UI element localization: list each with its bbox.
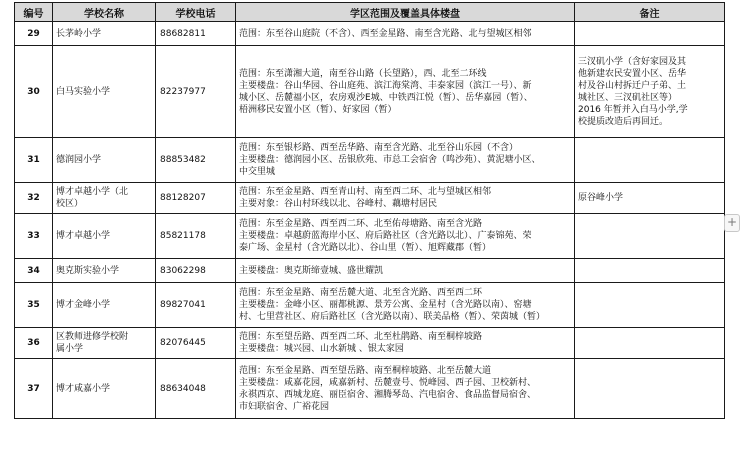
school-phone: 82237977 — [156, 46, 236, 138]
school-district-table — [14, 2, 725, 419]
school-phone: 85821178 — [156, 214, 236, 259]
district-scope: 范围：东至潇湘大道，南至谷山路（长望路），西、北至二环线 主要楼盘：谷山华园、谷山庭苑、滨江海棠湾、丰泰家园（滨江一号）、新 城小区、岳麓福小区，农房观沙E城、中铁西江悦（暂）、岳华嘉园（暂）、 梧洲移民安置小区（暂）、好家园（暂） — [236, 46, 575, 138]
school-name: 博才咸嘉小学 — [53, 359, 156, 419]
table-row — [15, 138, 725, 183]
school-name: 博才金峰小学 — [53, 283, 156, 328]
district-scope: 主要楼盘：奥克斯缔壹城、盛世耀凯 — [236, 259, 575, 283]
district-scope: 范围：东至银杉路、西至岳华路、南至含光路、北至谷山乐园（不含） 主要楼盘：德润园小区、岳银欣苑、市总工会宿舍（鸣沙苑）、黄泥塘小区、 中交里城 — [236, 138, 575, 183]
note-cell: 原谷峰小学 — [575, 183, 725, 214]
note-cell — [575, 22, 725, 46]
school-phone: 88853482 — [156, 138, 236, 183]
table-row — [15, 183, 725, 214]
school-phone: 88682811 — [156, 22, 236, 46]
table-row — [15, 22, 725, 46]
expand-plus-icon[interactable]: + — [724, 214, 740, 232]
note-cell — [575, 214, 725, 259]
header-num: 编号 — [15, 3, 53, 22]
school-district-table-wrapper — [14, 2, 724, 419]
table-row — [15, 328, 725, 359]
note-cell: 三汊矶小学（含好家园及其 他新建农民安置小区、岳华 村及谷山村拆迁户子弟、土 城社区、三汊矶社区等） 2016 年暂并入白马小学,学 校提质改造后再回迁。 — [575, 46, 725, 138]
district-scope: 范围：东至金星路、西至青山村、南至西二环、北与望城区相邻 主要对象：谷山村环线以北、谷峰村、藕塘村居民 — [236, 183, 575, 214]
district-scope: 范围：东至望岳路、西至西二环、北至杜鹃路、南至桐梓坡路 主要楼盘：城兴园、山水新城 、银太家园 — [236, 328, 575, 359]
school-name: 博才卓越小学（北 校区） — [53, 183, 156, 214]
note-cell — [575, 259, 725, 283]
table-row — [15, 283, 725, 328]
school-name: 奥克斯实验小学 — [53, 259, 156, 283]
note-cell — [575, 359, 725, 419]
row-num: 34 — [15, 259, 53, 283]
header-scope: 学区范围及覆盖具体楼盘 — [236, 3, 575, 22]
row-num: 29 — [15, 22, 53, 46]
note-cell — [575, 138, 725, 183]
district-scope: 范围：东至谷山庭院（不含）、西至金星路、南至含光路、北与望城区相邻 — [236, 22, 575, 46]
school-name: 博才卓越小学 — [53, 214, 156, 259]
school-name: 白马实验小学 — [53, 46, 156, 138]
table-row — [15, 259, 725, 283]
row-num: 37 — [15, 359, 53, 419]
district-scope: 范围：东至金星路、西至望岳路、南至桐梓坡路、北至岳麓大道 主要楼盘：咸嘉花园，咸嘉新村、岳麓壹号、悦峰园、西子园、卫校新村、 永祺西京、西城龙庭、丽臣宿舍、湘腾琴岛、汽电宿舍、食品监督局宿舍、 市妇联宿舍、广裕花园 — [236, 359, 575, 419]
table-row — [15, 46, 725, 138]
school-name: 德润园小学 — [53, 138, 156, 183]
header-school-name: 学校名称 — [53, 3, 156, 22]
school-phone: 82076445 — [156, 328, 236, 359]
school-phone: 89827041 — [156, 283, 236, 328]
header-note: 备注 — [575, 3, 725, 22]
school-phone: 88128207 — [156, 183, 236, 214]
header-phone: 学校电话 — [156, 3, 236, 22]
school-phone: 88634048 — [156, 359, 236, 419]
row-num: 31 — [15, 138, 53, 183]
table-row — [15, 359, 725, 419]
district-scope: 范围：东至金星路、西至西二环、北至佑母塘路、南至含光路 主要楼盘：卓越蔚蓝海岸小区、府后路社区（含光路以北）、广泰锦苑、荣 泰广场、金星村（含光路以北）、谷山里（暂）、旭辉藏郡（暂） — [236, 214, 575, 259]
school-phone: 83062298 — [156, 259, 236, 283]
note-cell — [575, 328, 725, 359]
table-row — [15, 214, 725, 259]
row-num: 35 — [15, 283, 53, 328]
note-cell — [575, 283, 725, 328]
row-num: 32 — [15, 183, 53, 214]
row-num: 36 — [15, 328, 53, 359]
district-scope: 范围：东至金星路、南至岳麓大道、北至含光路、西至西二环 主要楼盘：金峰小区、丽都桃源、景芳公寓、金星村（含光路以南）、窑塘 村、七里营社区、府后路社区（含光路以南）、联美品格（暂）、荣茵城（暂） — [236, 283, 575, 328]
header-row — [15, 3, 725, 22]
school-name: 长茅岭小学 — [53, 22, 156, 46]
row-num: 30 — [15, 46, 53, 138]
school-name: 区教师进修学校附 属小学 — [53, 328, 156, 359]
row-num: 33 — [15, 214, 53, 259]
